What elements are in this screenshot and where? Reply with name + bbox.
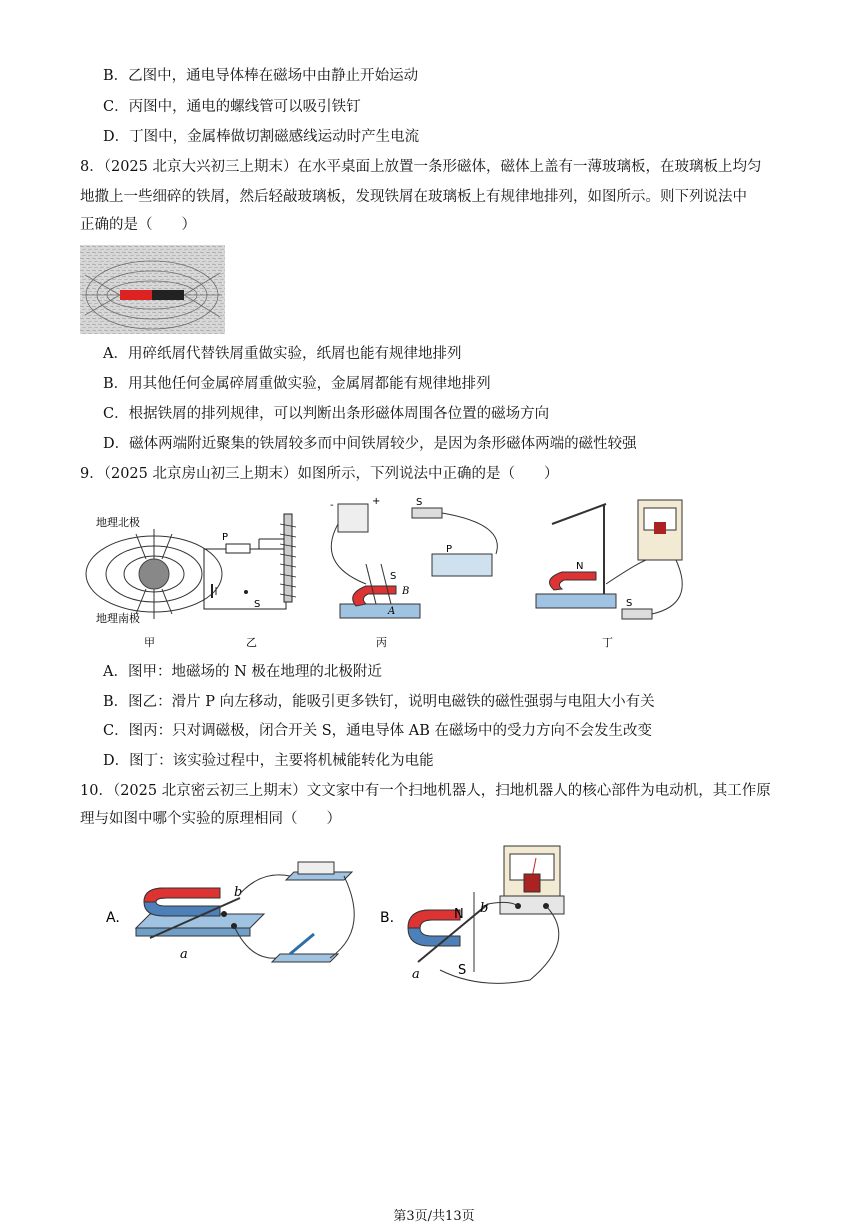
label-a-a: a xyxy=(180,947,188,962)
figure-a-motor xyxy=(106,862,354,962)
option-d-prev: D．丁图中，金属棒做切割磁感线运动时产生电流 xyxy=(103,129,420,145)
label-b-bing: B xyxy=(402,586,410,597)
label-geo-south: 地理南极 xyxy=(96,612,140,625)
option-c-prev: C．丙图中，通电的螺线管可以吸引铁钉 xyxy=(103,99,361,115)
electromagnet-coil xyxy=(284,514,292,602)
q9-option-a: A．图甲：地磁场的 N 极在地理的北极附近 xyxy=(103,664,382,680)
figure-yi-electromagnet xyxy=(204,514,296,649)
q8-stem-line1: 8．（2025 北京大兴初三上期末）在水平桌面上放置一条形磁体，磁体上盖有一薄玻璃板，在玻璃板上均匀 xyxy=(80,159,762,175)
q8-stem-line2: 地撒上一些细碎的铁屑，然后轻敲玻璃板，发现铁屑在玻璃板上有规律地排列，如图所示。则下列说法中 xyxy=(80,189,747,205)
q9-figures xyxy=(76,494,696,654)
q9-option-c: C．图丙：只对调磁极，闭合开关 S，通电导体 AB 在磁场中的受力方向不会发生改变 xyxy=(103,723,652,739)
label-geo-north: 地理北极 xyxy=(96,516,140,529)
switch-contact xyxy=(244,590,248,594)
q10-stem-line1: 10．（2025 北京密云初三上期末）文文家中有一个扫地机器人，扫地机器人的核心部件为电动机，其工作原 xyxy=(80,783,771,799)
label-n-b: N xyxy=(454,907,464,922)
battery xyxy=(338,504,368,532)
label-minus: - xyxy=(330,500,334,511)
figure-jia-earth-field xyxy=(86,515,222,649)
magnet-north-half xyxy=(120,290,152,300)
q8-option-a: A．用碎纸屑代替铁屑重做实验，纸屑也能有规律地排列 xyxy=(103,346,462,362)
label-p: P xyxy=(222,532,229,543)
switch-a xyxy=(290,934,314,954)
label-n-ding: N xyxy=(576,561,584,572)
q9-stem: 9．（2025 北京房山初三上期末）如图所示，下列说法中正确的是（ ） xyxy=(80,466,559,482)
label-a-bing: A xyxy=(388,606,396,617)
q8-option-d: D．磁体两端附近聚集的铁屑较多而中间铁屑较少，是因为条形磁体两端的磁性较强 xyxy=(103,436,637,452)
label-s-bing-top: S xyxy=(416,497,423,508)
label-p-bing: P xyxy=(446,544,453,555)
option-b-prev: B．乙图中，通电导体棒在磁场中由静止开始运动 xyxy=(103,68,419,84)
q10-figures xyxy=(100,840,570,985)
q8-stem-line3: 正确的是（ ） xyxy=(80,217,196,233)
q8-option-b: B．用其他任何金属碎屑重做实验，金属屑都能有规律地排列 xyxy=(103,376,491,392)
base-board xyxy=(340,604,420,618)
q8-option-c: C．根据铁屑的排列规律，可以判断出条形磁体周围各位置的磁场方向 xyxy=(103,406,550,422)
magnet-south-half xyxy=(152,290,184,300)
label-b-b: b xyxy=(480,901,489,916)
caption-jia: 甲 xyxy=(144,636,155,649)
switch-ding xyxy=(622,609,652,619)
label-s-bing: S xyxy=(390,571,397,582)
rheostat-bing xyxy=(432,554,492,576)
iron-filings-photo xyxy=(80,245,225,334)
figure-bing-rail xyxy=(330,496,497,649)
caption-yi: 乙 xyxy=(246,636,257,649)
label-b-a: b xyxy=(234,885,243,900)
q10-stem-line2: 理与如图中哪个实验的原理相同（ ） xyxy=(80,811,341,827)
caption-bing: 丙 xyxy=(376,636,387,649)
q9-option-d: D．图丁：该实验过程中，主要将机械能转化为电能 xyxy=(103,753,434,769)
figure-ding-induction xyxy=(536,500,682,649)
label-s-ding: S xyxy=(626,598,633,609)
battery-a xyxy=(298,862,334,874)
rheostat xyxy=(226,544,250,553)
switch-bing xyxy=(412,508,442,518)
label-s-yi: S xyxy=(254,599,261,610)
label-plus: + xyxy=(372,496,381,507)
page-footer: 第3页/共13页 xyxy=(393,1209,475,1224)
q9-option-b: B．图乙：滑片 P 向左移动，能吸引更多铁钉，说明电磁铁的磁性强弱与电阻大小有关 xyxy=(103,694,655,710)
label-s-b: S xyxy=(458,963,467,978)
label-option-a: A. xyxy=(106,910,120,926)
label-a-b: a xyxy=(412,967,420,982)
label-option-b: B. xyxy=(380,910,395,926)
caption-ding: 丁 xyxy=(602,636,613,649)
figure-b-generator xyxy=(380,846,564,983)
